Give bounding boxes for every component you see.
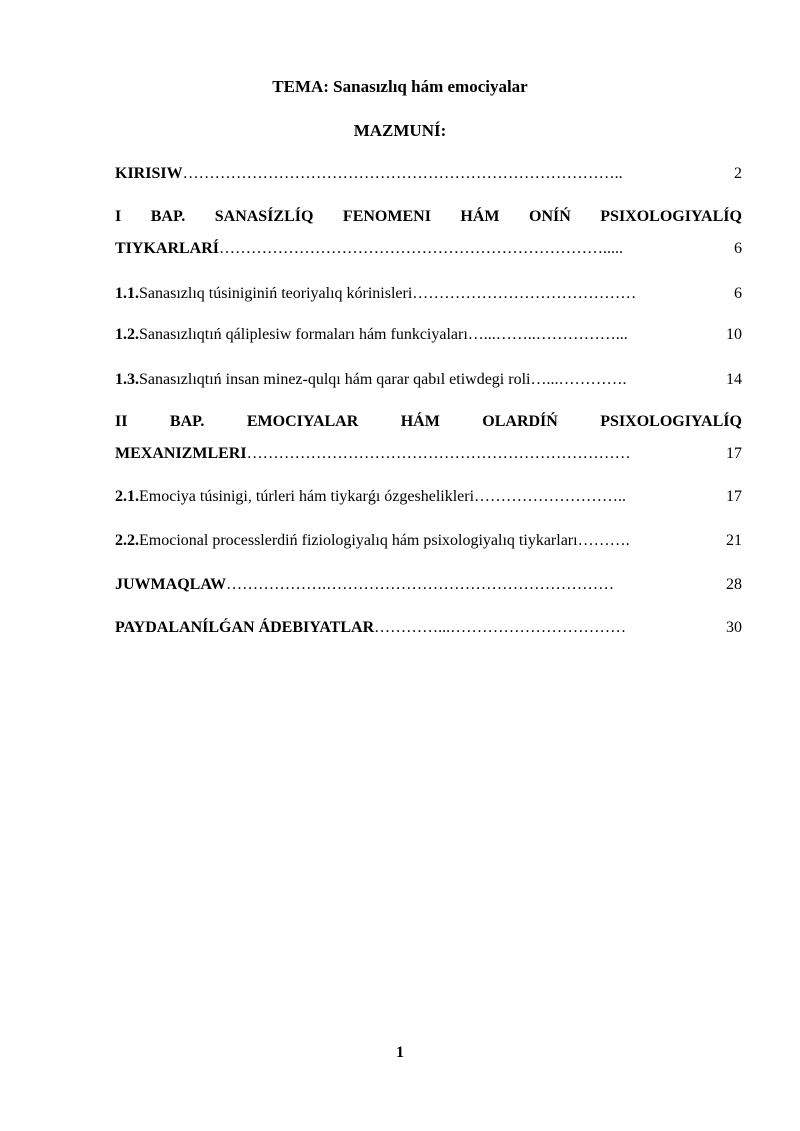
toc-leader-dots: ………………………………………………………………..... — [219, 240, 624, 257]
toc-leader-dots: …………………………………… — [412, 285, 637, 302]
toc-chapter-1-heading[interactable] — [115, 206, 742, 228]
toc-page-number: 14 — [726, 371, 742, 388]
toc-section-number: 2.2. — [115, 532, 139, 549]
toc-leader-dots: ……………….……………………………………………… — [226, 576, 615, 593]
toc-heading-word: PSIXOLOGIYALÍQ — [600, 208, 742, 225]
toc-page-number: 30 — [726, 619, 742, 636]
toc-section-number: 1.3. — [115, 371, 139, 388]
toc-heading: MAZMUNÍ: — [353, 121, 447, 140]
toc-page-number: 6 — [734, 240, 742, 257]
toc-section-number: 2.1. — [115, 488, 139, 505]
toc-page-number: 2 — [734, 165, 742, 182]
toc-entry-label: Emocional processlerdiń fiziologiyalıq hám psixologiyalıq tiykarları — [139, 532, 578, 549]
toc-leader-dots: ………. — [577, 532, 630, 549]
toc-heading-word: SANASÍZLÍQ — [214, 208, 314, 225]
toc-page-number: 28 — [726, 576, 742, 593]
toc-page-number: 6 — [734, 285, 742, 302]
toc-chapter-2-heading[interactable] — [115, 411, 742, 433]
toc-leader-dots: …...…………. — [530, 371, 627, 388]
toc-section-number: 1.1. — [115, 285, 139, 302]
toc-entry-label: KIRISIW — [115, 165, 183, 182]
toc-heading-word: BAP. — [150, 208, 186, 225]
toc-entry-2-1[interactable] — [115, 486, 742, 508]
toc-entry-label: Emociya túsinigi, túrleri hám tiykarǵı ózgeshelikleri — [139, 488, 475, 505]
toc-entry-chapter-1[interactable] — [115, 238, 742, 260]
toc-entry-label: Sanasızlıq túsiniginiń teoriyalıq kórinisleri — [139, 285, 413, 302]
toc-heading-word: PSIXOLOGIYALÍQ — [600, 413, 742, 430]
toc-entry-conclusion[interactable] — [115, 574, 742, 596]
toc-entry-1-2[interactable] — [115, 324, 742, 346]
toc-heading-word: OLARDÍŃ — [482, 413, 558, 430]
toc-entry-label: TIYKARLARÍ — [115, 240, 220, 257]
toc-leader-dots: …………...…………………………… — [374, 619, 627, 636]
toc-entry-label: PAYDALANÍLǴAN ÁDEBIYATLAR — [115, 619, 375, 636]
toc-leader-dots: ……………………….. — [474, 488, 627, 505]
toc-entry-chapter-2[interactable] — [115, 443, 742, 465]
toc-leader-dots: …...……..……………... — [467, 326, 628, 343]
toc-heading-word: BAP. — [169, 413, 205, 430]
toc-entry-1-1[interactable] — [115, 283, 742, 305]
toc-leader-dots: ……………………………………………………………………….. — [182, 165, 623, 182]
document-title: TEMA: Sanasızlıq hám emociyalar — [272, 77, 528, 96]
toc-section-number: 1.2. — [115, 326, 139, 343]
toc-heading-word: ONÍŃ — [529, 208, 571, 225]
toc-leader-dots: ……………………………………………………………… — [246, 445, 631, 462]
toc-entry-label: Sanasızlıqtıń insan minez-qulqı hám qarar qabıl etiwdegi roli — [139, 371, 531, 388]
toc-entry-label: JUWMAQLAW — [115, 576, 227, 593]
toc-heading-word: HÁM — [400, 413, 440, 430]
toc-entry-1-3[interactable] — [115, 369, 742, 391]
page-number: 1 — [396, 1044, 404, 1061]
toc-entry-intro[interactable] — [115, 163, 742, 185]
toc-heading-word: FENOMENI — [342, 208, 431, 225]
toc-page-number: 10 — [726, 326, 742, 343]
toc-entry-2-2[interactable] — [115, 530, 742, 552]
toc-entry-label: MEXANIZMLERI — [115, 445, 247, 462]
toc-heading-word: HÁM — [460, 208, 500, 225]
toc-entry-references[interactable] — [115, 617, 742, 639]
toc-entry-label: Sanasızlıqtıń qáliplesiw formaları hám funkciyaları — [139, 326, 468, 343]
toc-page-number: 17 — [726, 445, 742, 462]
toc-page-number: 17 — [726, 488, 742, 505]
toc-page-number: 21 — [726, 532, 742, 549]
toc-heading-word: I — [115, 208, 122, 225]
toc-heading-word: EMOCIYALAR — [246, 413, 359, 430]
toc-heading-word: II — [115, 413, 128, 430]
